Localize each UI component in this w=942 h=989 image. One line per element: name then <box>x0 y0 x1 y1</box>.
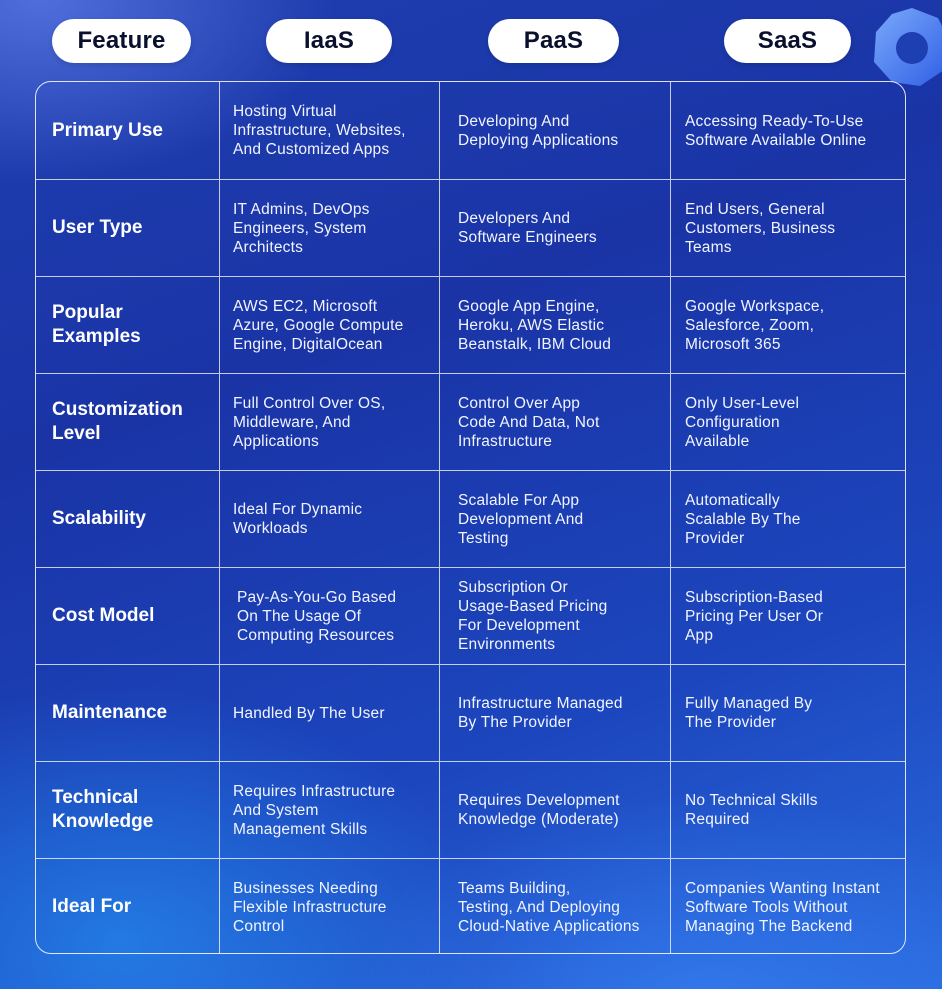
table-row <box>36 179 905 276</box>
gear-ring-icon <box>868 6 942 90</box>
table-row <box>36 373 905 470</box>
saas-value: Only User-Level Configuration Available <box>685 394 800 450</box>
paas-value: Teams Building, Testing, And Deploying Cloud-Native Applications <box>458 879 640 935</box>
header-paas: PaaS <box>488 19 619 63</box>
iaas-value: IT Admins, DevOps Engineers, System Architects <box>233 200 370 256</box>
feature-label: Maintenance <box>52 702 168 723</box>
table-row <box>36 664 905 761</box>
iaas-value: Full Control Over OS, Middleware, And Applications <box>233 394 386 450</box>
feature-label: Customization Level <box>52 399 183 444</box>
paas-value: Google App Engine, Heroku, AWS Elastic Beanstalk, IBM Cloud <box>458 297 612 353</box>
paas-value: Control Over App Code And Data, Not Infrastructure <box>458 394 600 450</box>
table-row <box>36 761 905 858</box>
saas-value: Companies Wanting Instant Software Tools Without Managing The Backend <box>685 879 880 935</box>
iaas-value: Ideal For Dynamic Workloads <box>233 501 363 537</box>
paas-value: Subscription Or Usage-Based Pricing For Development Environments <box>458 579 608 653</box>
table-row <box>36 276 905 373</box>
iaas-value: Pay-As-You-Go Based On The Usage Of Computing Resources <box>237 588 397 644</box>
paas-value: Developers And Software Engineers <box>458 210 597 246</box>
table-row <box>36 82 905 179</box>
iaas-value: Businesses Needing Flexible Infrastructure Control <box>233 879 387 935</box>
paas-value: Requires Development Knowledge (Moderate) <box>458 792 620 828</box>
table-row <box>36 567 905 664</box>
feature-label: Cost Model <box>52 605 155 626</box>
paas-value: Developing And Deploying Applications <box>458 112 619 149</box>
table-row <box>36 858 905 954</box>
iaas-value: Requires Infrastructure And System Management Skills <box>233 782 396 838</box>
header-iaas: IaaS <box>266 19 392 63</box>
feature-label: Technical Knowledge <box>52 787 154 832</box>
paas-value: Infrastructure Managed By The Provider <box>458 695 623 731</box>
saas-value: Google Workspace, Salesforce, Zoom, Microsoft 365 <box>685 297 825 353</box>
feature-label: User Type <box>52 217 143 238</box>
feature-label: Popular Examples <box>52 302 141 347</box>
table-row <box>36 470 905 567</box>
feature-label: Ideal For <box>52 896 132 917</box>
feature-label: Scalability <box>52 508 146 529</box>
saas-value: No Technical Skills Required <box>685 792 818 828</box>
header-feature: Feature <box>52 19 191 63</box>
saas-value: End Users, General Customers, Business Teams <box>685 200 836 256</box>
saas-value: Fully Managed By The Provider <box>685 695 813 731</box>
saas-value: Automatically Scalable By The Provider <box>685 491 801 547</box>
iaas-value: Handled By The User <box>233 704 385 722</box>
iaas-value: AWS EC2, Microsoft Azure, Google Compute Engine, DigitalOcean <box>233 297 404 353</box>
feature-label: Primary Use <box>52 119 163 141</box>
comparison-table <box>35 81 906 954</box>
saas-value: Accessing Ready-To-Use Software Available Online <box>685 112 867 149</box>
saas-value: Subscription-Based Pricing Per User Or App <box>685 588 824 644</box>
paas-value: Scalable For App Development And Testing <box>458 491 584 547</box>
header-saas: SaaS <box>724 19 851 63</box>
iaas-value: Hosting Virtual Infrastructure, Websites, And Customized Apps <box>233 103 406 158</box>
